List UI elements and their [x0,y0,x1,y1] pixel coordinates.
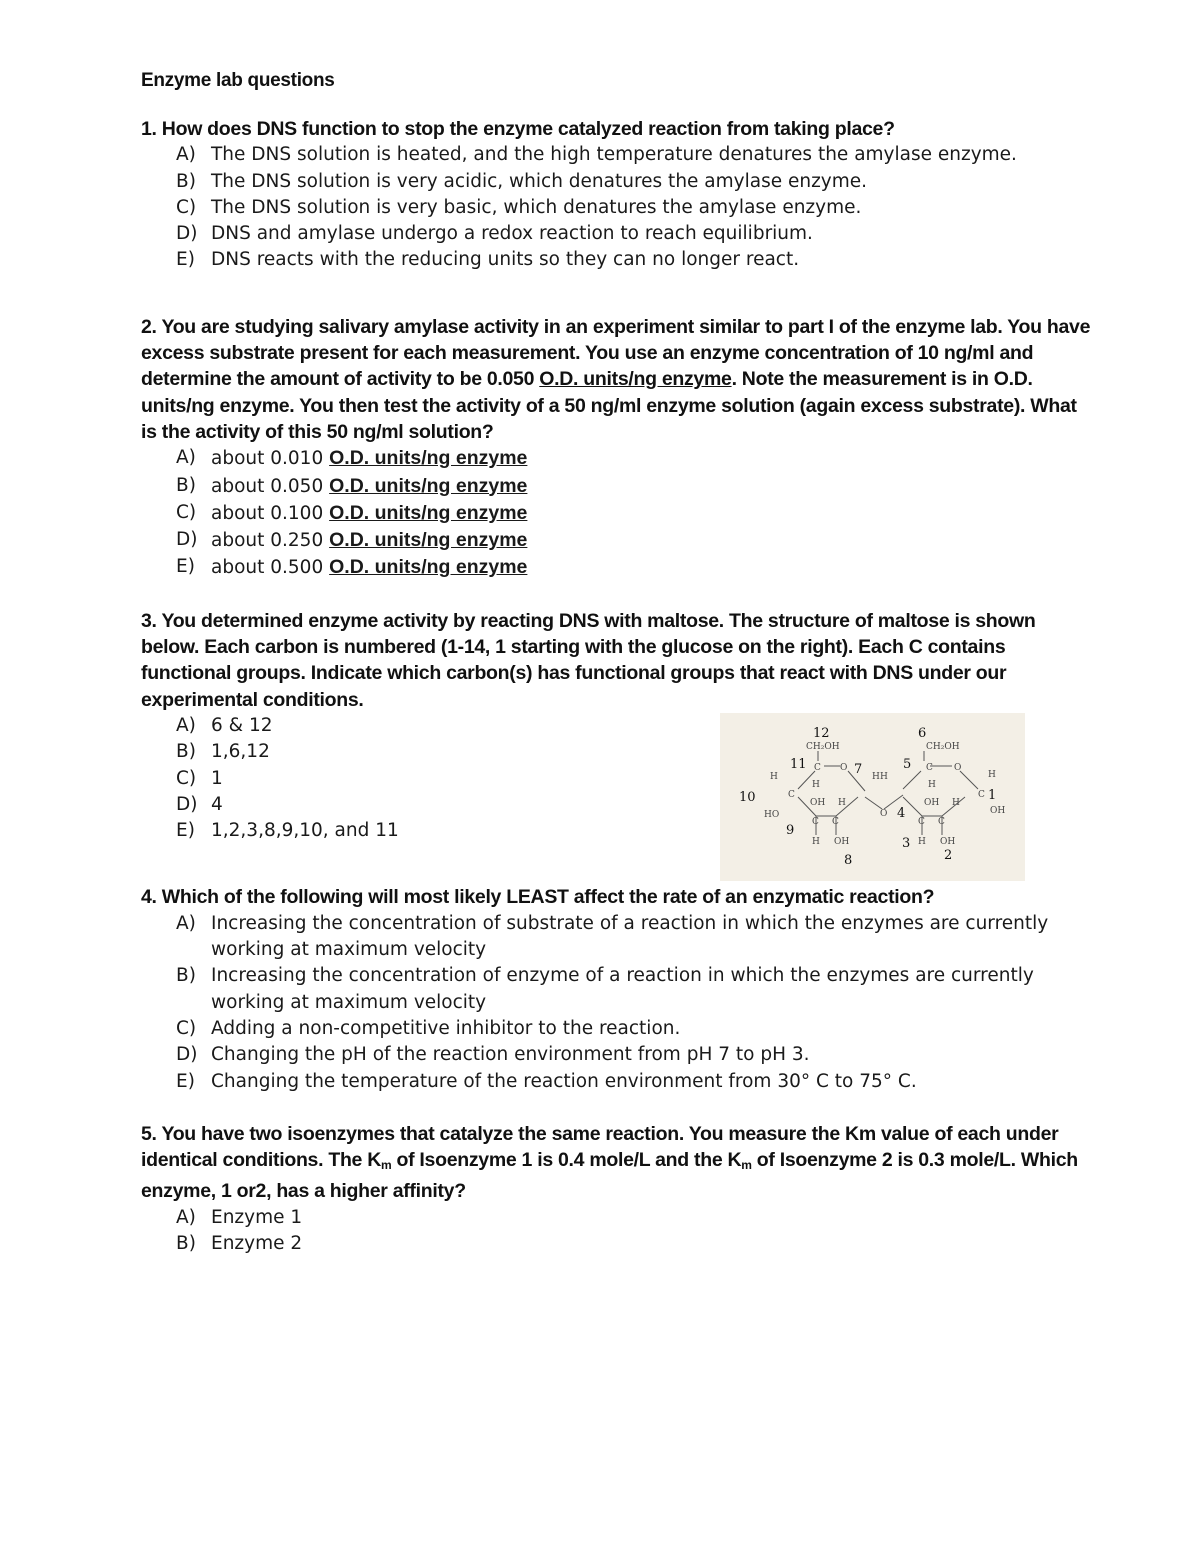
atom-label: H [952,797,960,808]
option-list [141,911,1091,1095]
option-label: A) [176,447,196,469]
option-text: about 0.010 [211,448,324,470]
question-4 [141,884,1091,1094]
option-c [141,500,1091,527]
option-a [141,911,1091,964]
subscript-m: m [381,1158,392,1173]
option-text: 1,6,12 [211,741,270,763]
atom-label: OH [834,836,850,847]
option-text: DNS and amylase undergo a redox reaction to reach equilibrium. [211,223,813,245]
document-page [141,70,1091,1283]
atom-label: C [814,762,821,773]
carbon-number: 5 [903,756,912,772]
option-a [141,142,1091,168]
option-list [141,142,1091,273]
option-list [141,1205,1091,1258]
atom-label: H [928,779,936,790]
question-3-text [141,608,1091,713]
carbon-number: 7 [854,761,863,777]
option-unit: O.D. units/ng enzyme [329,474,528,497]
question-5-text [141,1121,1091,1205]
option-text: The DNS solution is very acidic, which denatures the amylase enzyme. [211,170,868,192]
atom-label: C [812,816,819,827]
option-label: B) [176,965,196,987]
question-number: 5. [141,1122,157,1145]
option-text: about 0.100 [211,502,324,524]
option-text: 1,2,3,8,9,10, and 11 [211,820,399,842]
maltose-structure-figure [720,713,1025,881]
option-label: B) [176,474,196,496]
option-label: E) [176,556,195,578]
atom-label: H [872,771,880,782]
option-label: D) [176,223,198,245]
option-b [141,963,1091,1016]
carbon-number: 6 [918,725,927,741]
question-number: 1. [141,118,157,140]
carbon-number: 12 [813,725,830,741]
atom-label: H [812,779,820,790]
question-prompt: How does DNS function to stop the enzyme catalyzed reaction from taking place? [161,118,895,140]
option-label: B) [176,741,196,763]
option-label: C) [176,1017,197,1039]
carbon-number: 3 [902,835,911,851]
atom-label: O [840,762,848,773]
option-label: D) [176,1044,198,1066]
atom-label: O [880,808,888,819]
bond-lines [798,751,978,835]
option-b [141,169,1091,195]
atom-label: OH [924,797,940,808]
question-prompt: You determined enzyme activity by reacting DNS with maltose. The structure of maltose is shown below. Each carbon is numbered (1-14, 1 starting with the glucose on the right). Each C contains functional groups. Indicate which carbon(s) has functional groups that react with DNS under our experimental conditions. [141,609,1036,711]
question-5 [141,1121,1091,1257]
option-d [141,221,1091,247]
option-a [141,445,1091,472]
question-number: 3. [141,609,157,632]
option-label: A) [176,714,196,736]
subscript-m: m [741,1158,752,1173]
question-number: 2. [141,315,157,338]
option-text: Enzyme 2 [211,1232,303,1254]
option-label: C) [176,196,197,218]
option-text: Increasing the concentration of enzyme of a reaction in which the enzymes are currently working at maximum velocity [211,965,1034,1013]
carbon-number: 10 [739,789,756,805]
option-unit: O.D. units/ng enzyme [329,529,528,552]
bond [903,797,922,816]
atom-label: OH [940,836,956,847]
option-d [141,527,1091,554]
option-text: Adding a non-competitive inhibitor to the reaction. [211,1017,681,1039]
bond [903,771,921,789]
atom-label: C [938,816,945,827]
carbon-number: 2 [944,847,953,863]
option-label: A) [176,1206,196,1228]
question-prompt: You have two isoenzymes that catalyze the same reaction. You measure the Km value of each under identical conditions. The K [141,1122,1059,1172]
option-text: Enzyme 1 [211,1206,303,1228]
option-label: C) [176,767,197,789]
question-number: 4. [141,886,157,909]
option-d [141,1042,1091,1068]
bond [865,797,882,809]
option-a [141,1205,1091,1231]
question-3 [141,608,1091,868]
option-b [141,473,1091,500]
atom-label: C [832,816,839,827]
atom-label: HO [764,809,780,820]
option-unit: O.D. units/ng enzyme [329,501,528,524]
atom-label: H [988,769,996,780]
option-text: 1 [211,767,223,789]
question-1-text [141,116,1091,142]
question-2 [141,314,1091,582]
option-label: A) [176,144,196,166]
option-label: B) [176,170,196,192]
atom-label: H [770,771,778,782]
option-c [141,1016,1091,1042]
carbon-number: 1 [988,787,997,803]
option-label: E) [176,820,195,842]
option-text: The DNS solution is heated, and the high temperature denatures the amylase enzyme. [211,144,1017,166]
bond [960,771,978,789]
option-unit: O.D. units/ng enzyme [329,447,528,470]
option-label: C) [176,501,197,523]
option-unit: O.D. units/ng enzyme [329,556,528,579]
question-1 [141,116,1091,274]
atom-label: CH₂OH [926,741,960,752]
option-text: DNS reacts with the reducing units so they can no longer react. [211,249,800,271]
option-e [141,247,1091,273]
option-label: D) [176,529,198,551]
option-e [141,554,1091,581]
atom-label: C [788,789,795,800]
question-prompt-end: of Isoenzyme 2 is 0.3 mole/L. Which enzyme, 1 or2, has a higher affinity? [141,1149,1078,1203]
question-3-body [141,713,1091,868]
question-unit: O.D. units/ng enzyme [539,368,732,391]
option-text: about 0.250 [211,530,324,552]
question-prompt: Which of the following will most likely LEAST affect the rate of an enzymatic reaction? [161,886,935,909]
atom-label: H [918,836,926,847]
maltose-structure-diagram [720,713,1025,881]
option-text: 4 [211,793,223,815]
carbon-number: 11 [790,756,807,772]
atom-label: C [926,762,933,773]
atom-label: OH [810,797,826,808]
option-text: Changing the temperature of the reaction environment from 30° C to 75° C. [211,1070,917,1092]
option-label: B) [176,1232,196,1254]
option-label: A) [176,912,196,934]
option-list [141,445,1091,581]
option-text: The DNS solution is very basic, which denatures the amylase enzyme. [211,196,862,218]
question-prompt-end: . Note the measurement is in O.D. units/ng enzyme. You then test the activity of a 50 ng/ml enzyme solution (again excess substrate). What is the activity of this 50 ng/ml solution? [141,368,1077,443]
option-label: E) [176,1070,195,1092]
option-text: about 0.500 [211,557,324,579]
option-c [141,195,1091,221]
option-e [141,1069,1091,1095]
atom-label: H [838,797,846,808]
question-4-text [141,884,1091,910]
atom-label: CH₂OH [806,741,840,752]
atom-label: H [880,771,888,782]
carbon-number: 9 [786,822,795,838]
atom-label: C [918,816,925,827]
atom-label: C [978,789,985,800]
question-prompt: You are studying salivary amylase activity in an experiment similar to part I of the enzyme lab. You have excess substrate present for each measurement. You use an enzyme concentration of 10 ng/ml and determine the amount of activity to be 0.050 [141,315,1091,391]
option-label: E) [176,249,195,271]
option-text: 6 & 12 [211,714,273,736]
option-text: Changing the pH of the reaction environment from pH 7 to pH 3. [211,1044,810,1066]
question-2-text [141,314,1091,445]
carbon-number: 8 [844,852,853,868]
atom-label: H [812,836,820,847]
question-prompt-mid: of Isoenzyme 1 is 0.4 mole/L and the K [391,1149,742,1172]
option-text: Increasing the concentration of substrate of a reaction in which the enzymes are currently working at maximum velocity [211,912,1049,961]
page-title: Enzyme lab questions [141,70,335,91]
carbon-number: 4 [897,805,906,821]
atom-label: O [954,762,962,773]
option-label: D) [176,793,198,815]
option-text: about 0.050 [211,475,324,497]
option-b [141,1231,1091,1257]
atom-label: OH [990,805,1006,816]
